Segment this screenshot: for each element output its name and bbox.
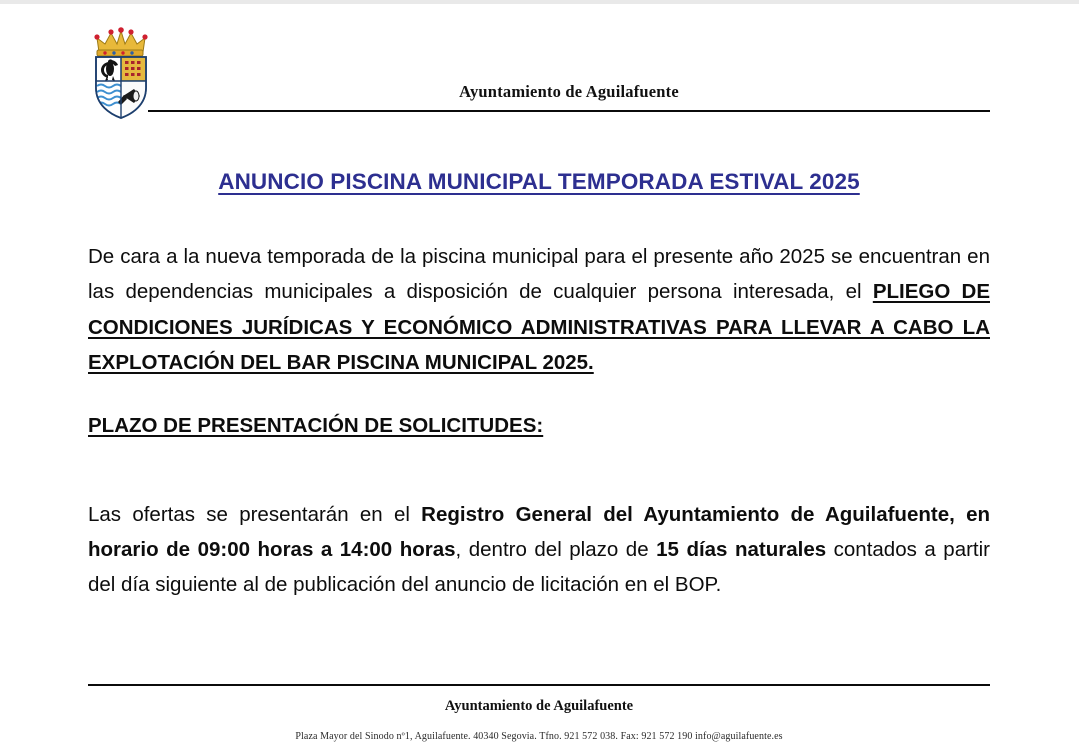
intro-paragraph: [88, 239, 990, 380]
pliego-emphasis: PLIEGO DE CONDICIONES JURÍDICAS Y ECONÓMICO ADMINISTRATIVAS PARA LLEVAR A CABO LA EXPLOTACIÓN DEL BAR PISCINA MUNICIPAL 2025.: [88, 280, 990, 374]
submission-paragraph: [88, 497, 990, 603]
header-divider: [148, 110, 990, 112]
section-heading-plazo: PLAZO DE PRESENTACIÓN DE SOLICITUDES:: [88, 414, 544, 437]
header-title: Ayuntamiento de Aguilafuente: [459, 82, 679, 101]
submission-part3: contados a partir del día siguiente al de publicación del anuncio de licitación en el BOP.: [88, 538, 990, 597]
document-footer: [88, 684, 990, 742]
document-body: [88, 168, 990, 603]
submission-part1: Las ofertas se presentarán en el: [88, 502, 422, 526]
submission-deadline-bold: 15 días naturales: [656, 538, 827, 562]
submission-part2: , dentro del plazo de: [455, 538, 657, 562]
footer-title: Ayuntamiento de Aguilafuente: [444, 698, 634, 714]
submission-registry-bold: Registro General del Ayuntamiento de Aguilafuente, en horario de 09:00 horas a 14:00 horas: [88, 502, 990, 562]
footer-address: Plaza Mayor del Sinodo nº1, Aguilafuente. 40340 Segovia. Tfno. 921 572 038. Fax: 921 572 190 info@aguilafuente.es: [295, 731, 783, 742]
top-edge-band: [0, 0, 1079, 4]
coat-of-arms-icon: [88, 26, 154, 120]
intro-paragraph-lead: De cara a la nueva temporada de la piscina municipal para el presente año 2025 se encuentran en las dependencias municipales a disposición de cualquier persona interesada, el: [88, 245, 990, 304]
section-heading-wrap: [88, 410, 990, 471]
document-header: [0, 22, 1079, 117]
footer-divider: [88, 684, 990, 686]
page-title: ANUNCIO PISCINA MUNICIPAL TEMPORADA ESTIVAL 2025: [218, 169, 860, 194]
